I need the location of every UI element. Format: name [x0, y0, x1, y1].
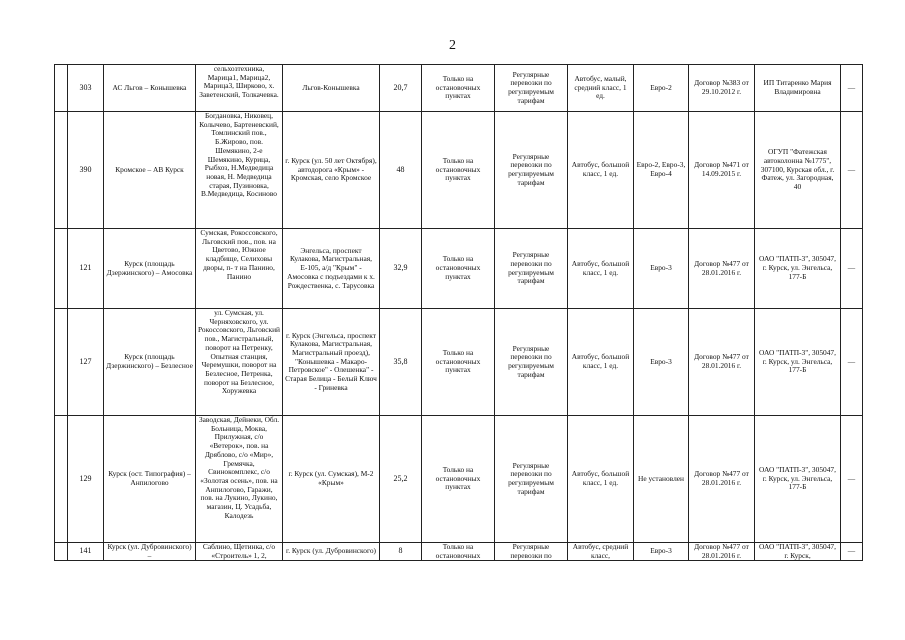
eco-class: Евро-3 [634, 309, 689, 416]
transport-type: Регулярные перевозки по регулируемым тарифам [495, 229, 568, 309]
eco-class: Евро-2, Евро-3, Евро-4 [634, 112, 689, 229]
eco-class: Не установлен [634, 416, 689, 543]
route-length: 20,7 [380, 65, 422, 112]
table-row [55, 65, 863, 112]
route-number: 121 [68, 229, 104, 309]
carrier: ОАО "ПАТП-3", 305047, г. Курск, ул. Энгельса, 177-Б [755, 229, 841, 309]
route-number: 303 [68, 65, 104, 112]
vehicle: Автобус, большой класс, 1 ед. [568, 416, 634, 543]
route-name: Курск (площадь Дзержинского) – Амосовка [104, 229, 196, 309]
stop-mode: Только на остановочных [422, 543, 495, 561]
stop-mode: Только на остановочных пунктах [422, 65, 495, 112]
route-number: 127 [68, 309, 104, 416]
table-row [55, 543, 863, 561]
route-length: 35,8 [380, 309, 422, 416]
route-length: 25,2 [380, 416, 422, 543]
route-number: 141 [68, 543, 104, 561]
route-name: АС Льгов – Конышевка [104, 65, 196, 112]
transport-type: Регулярные перевозки по [495, 543, 568, 561]
route-length: 8 [380, 543, 422, 561]
empty-cell [55, 65, 68, 112]
carrier: ОГУП "Фатежская автоколонна №1775", 307100, Курская обл., г. Фатеж, ул. Загородная, 40 [755, 112, 841, 229]
table-row [55, 229, 863, 309]
eco-class: Евро-2 [634, 65, 689, 112]
contract: Договор №383 от 29.10.2012 г. [689, 65, 755, 112]
route-stops: Богдановка, Никовец, Колычево, Бартеневский, Томлинский пов., Б.Жирово, пов. Шемякино, 2-е Шемякино, Курица, Рыбхоз, Н.Медведица новая, Н. Медведица старая, Пузиновка, В.Медведица, Косиново [196, 112, 283, 229]
stop-mode: Только на остановочных пунктах [422, 416, 495, 543]
vehicle: Автобус, большой класс, 1 ед. [568, 229, 634, 309]
carrier: ОАО "ПАТП-3", 305047, г. Курск, ул. Энгельса, 177-Б [755, 309, 841, 416]
route-path: г. Курск (ул. 50 лет Октября), автодорога «Крым» - Кромская, село Кромское [283, 112, 380, 229]
page-number: 2 [449, 38, 456, 53]
route-stops: Заводская, Дейнеки, Обл. Больница, Моква, Прилужная, с/о «Ветерок», пов. на Дряблово, с/о «Мир», Гремячка, Свинокомплекс, с/о «Золотая осень», пов. на Анпилогово, Гаражи, пов. на Лукино, Лукино, магазин, Ц. Усадьба, Калодезь [196, 416, 283, 543]
empty-cell [55, 229, 68, 309]
note: — [841, 65, 863, 112]
empty-cell [55, 112, 68, 229]
route-name: Кромское – АВ Курск [104, 112, 196, 229]
route-name: Курск (ост. Типография) – Анпилогово [104, 416, 196, 543]
eco-class: Евро-3 [634, 229, 689, 309]
table-row [55, 309, 863, 416]
contract: Договор №477 от 28.01.2016 г. [689, 229, 755, 309]
transport-type: Регулярные перевозки по регулируемым тарифам [495, 309, 568, 416]
route-path: г. Курск (Энгельса, проспект Кулакова, Магистральная, Магистральный проезд), "Конышевка - Макаро-Петровское" - Олешенка" - Старая Белица - Белый Ключ - Гриневка [283, 309, 380, 416]
empty-cell [55, 543, 68, 561]
route-stops: Саблино, Щетинка, с/о «Строитель» 1, 2, [196, 543, 283, 561]
vehicle: Автобус, большой класс, 1 ед. [568, 112, 634, 229]
vehicle: Автобус, малый, средний класс, 1 ед. [568, 65, 634, 112]
stop-mode: Только на остановочных пунктах [422, 229, 495, 309]
routes-table [54, 64, 863, 561]
route-path: Льгов-Конышевка [283, 65, 380, 112]
stop-mode: Только на остановочных пунктах [422, 112, 495, 229]
route-path: г. Курск (ул. Дубровинского) [283, 543, 380, 561]
note: — [841, 309, 863, 416]
vehicle: Автобус, большой класс, 1 ед. [568, 309, 634, 416]
route-number: 390 [68, 112, 104, 229]
eco-class: Евро-3 [634, 543, 689, 561]
carrier: ИП Титаренко Мария Владимировна [755, 65, 841, 112]
contract: Договор №477 от 28.01.2016 г. [689, 543, 755, 561]
empty-cell [55, 416, 68, 543]
transport-type: Регулярные перевозки по регулируемым тарифам [495, 112, 568, 229]
route-path: Энгельса, проспект Кулакова, Магистральная, Е-105, а/д "Крым" - Амосовка с подъездами к х. Рождественка, с. Тарусовка [283, 229, 380, 309]
route-name: Курск (ул. Дубровинского) – [104, 543, 196, 561]
contract: Договор №477 от 28.01.2016 г. [689, 309, 755, 416]
note: — [841, 112, 863, 229]
route-name: Курск (площадь Дзержинского) – Безлесное [104, 309, 196, 416]
route-length: 32,9 [380, 229, 422, 309]
carrier: ОАО "ПАТП-3", 305047, г. Курск, [755, 543, 841, 561]
route-stops: сельхозтехника, Марица1, Марица2, Марица3, Ширково, х. Заветенский, Толкачевка. [196, 65, 283, 112]
transport-type: Регулярные перевозки по регулируемым тарифам [495, 416, 568, 543]
transport-type: Регулярные перевозки по регулируемым тарифам [495, 65, 568, 112]
route-length: 48 [380, 112, 422, 229]
carrier: ОАО "ПАТП-3", 305047, г. Курск, ул. Энгельса, 177-Б [755, 416, 841, 543]
note: — [841, 416, 863, 543]
route-number: 129 [68, 416, 104, 543]
stop-mode: Только на остановочных пунктах [422, 309, 495, 416]
table-row [55, 112, 863, 229]
empty-cell [55, 309, 68, 416]
contract: Договор №471 от 14.09.2015 г. [689, 112, 755, 229]
route-path: г. Курск (ул. Сумская), М-2 «Крым» [283, 416, 380, 543]
note: — [841, 229, 863, 309]
vehicle: Автобус, средний класс, [568, 543, 634, 561]
route-stops: ул. Сумская, ул. Черняховского, ул. Рокоссовского, Льговский пов., Магистральный, поворот на Петренку, Опытная станция, Черемушки, поворот на Безлесное, Петренка, поворот на Безлесное, Хоружевка [196, 309, 283, 416]
route-stops: Сумская, Рокоссовского, Льговский пов., пов. на Цветово, Южное кладбище, Селиховы дворы, п- т на Панино, Панино [196, 229, 283, 309]
contract: Договор №477 от 28.01.2016 г. [689, 416, 755, 543]
table-row [55, 416, 863, 543]
note: — [841, 543, 863, 561]
